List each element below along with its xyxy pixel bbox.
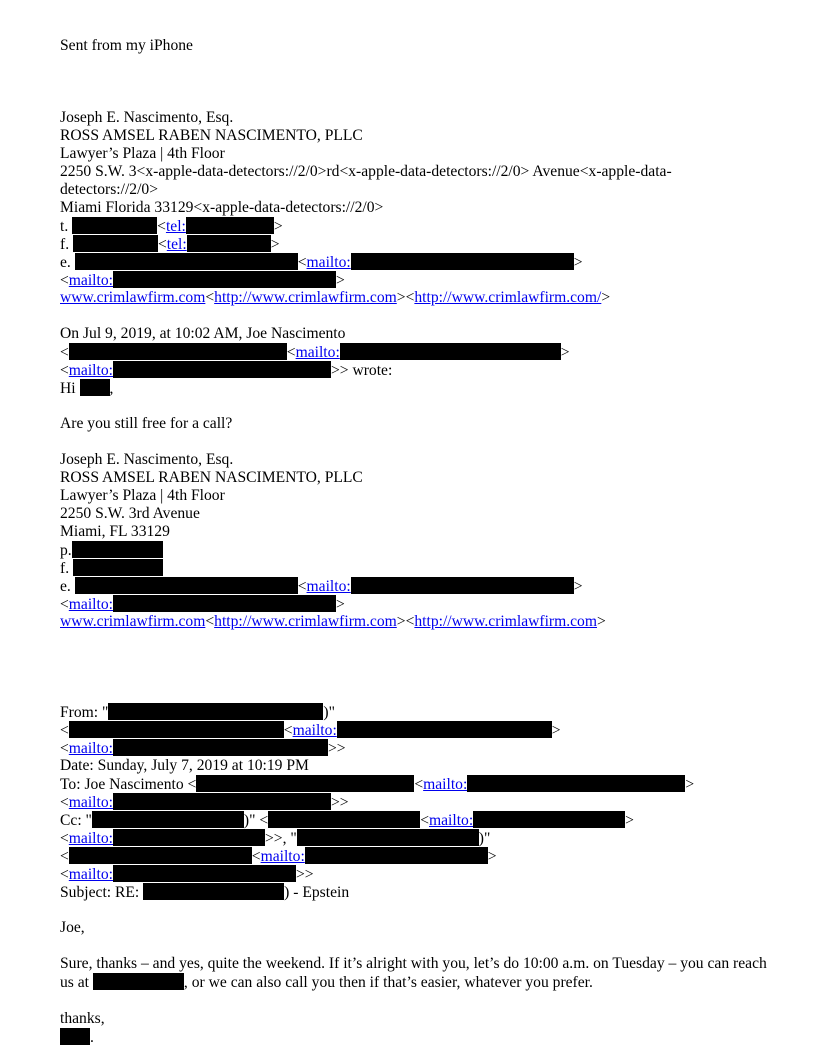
header-from-address-line: < <mailto: >: [60, 722, 561, 739]
sig1-phone-line: t. <tel: >: [60, 218, 283, 235]
header-from-mailto-line: <mailto: >>: [60, 740, 346, 757]
sig1-email-line: e. <mailto: >: [60, 254, 583, 271]
mailto-link[interactable]: mailto:: [306, 254, 351, 271]
website-link[interactable]: www.crimlawfirm.com: [60, 289, 206, 306]
redaction-block: [143, 883, 284, 900]
mailto-link[interactable]: mailto:: [423, 776, 468, 793]
sig2-firm: ROSS AMSEL RABEN NASCIMENTO, PLLC: [60, 469, 363, 486]
sig1-fax-line: f. <tel: >: [60, 236, 280, 253]
sig2-email-line: e. <mailto: >: [60, 578, 583, 595]
redaction-block: [186, 217, 274, 234]
email-document: [60, 37, 780, 1046]
redaction-block: [75, 577, 298, 594]
header-date-line: Date: Sunday, July 7, 2019 at 10:19 PM: [60, 757, 309, 774]
redaction-block: [69, 721, 284, 738]
header-to-line: To: Joe Nascimento < <mailto: >: [60, 776, 695, 793]
header-cc-mailto-line: <mailto: >>, " )": [60, 830, 491, 847]
redaction-block: [80, 379, 110, 396]
redaction-block: [337, 721, 552, 738]
redaction-block: [60, 1028, 90, 1045]
redaction-block: [108, 703, 323, 720]
sig1-name: Joseph E. Nascimento, Esq.: [60, 109, 234, 126]
body-signoff: .: [60, 1028, 780, 1046]
redaction-block: [351, 577, 574, 594]
sig1-office: Lawyer’s Plaza | 4th Floor: [60, 145, 225, 162]
sig1-address-line1: 2250 S.W. 3<x-apple-data-detectors://2/0>rd<x-apple-data-detectors://2/0> Avenue<x-apple-data-: [60, 163, 672, 180]
mailto-link[interactable]: mailto:: [428, 812, 474, 829]
mailto-link[interactable]: mailto:: [68, 866, 113, 883]
redaction-block: [113, 739, 328, 756]
redaction-block: [73, 235, 158, 252]
tel-link[interactable]: tel:: [165, 218, 186, 235]
body-greeting: Joe,: [60, 919, 85, 936]
reply-on-line: On Jul 9, 2019, at 10:02 AM, Joe Nascimento: [60, 325, 346, 342]
redaction-block: [113, 793, 331, 810]
redaction-block: [305, 847, 488, 864]
header-from-line: From: " )": [60, 704, 335, 721]
redaction-block: [297, 829, 479, 846]
redaction-block: [113, 865, 296, 882]
redaction-block: [113, 271, 336, 288]
website-http-link[interactable]: http://www.crimlawfirm.com/: [414, 289, 602, 306]
sig1-mailto-line: <mailto: >: [60, 272, 345, 289]
redaction-block: [92, 811, 244, 828]
redaction-block: [113, 829, 265, 846]
mailto-link[interactable]: mailto:: [68, 596, 113, 613]
mailto-link[interactable]: mailto:: [68, 830, 113, 847]
sig2-website-line: www.crimlawfirm.com<http://www.crimlawfirm.com><http://www.crimlawfirm.com>: [60, 613, 606, 630]
redaction-block: [268, 811, 420, 828]
redaction-block: [340, 343, 561, 360]
sig2-mailto-line: <mailto: >: [60, 596, 345, 613]
mailto-link[interactable]: mailto:: [68, 740, 113, 757]
reply-mailto-line: <mailto: >> wrote:: [60, 362, 393, 379]
sig1-website-line: www.crimlawfirm.com<http://www.crimlawfirm.com><http://www.crimlawfirm.com/>: [60, 289, 611, 306]
reply-address-line: < <mailto: >: [60, 344, 570, 361]
header-cc-line: Cc: " )" < <mailto: >: [60, 812, 634, 829]
redaction-block: [351, 253, 574, 270]
redaction-block: [69, 343, 287, 360]
sig2-street: 2250 S.W. 3rd Avenue: [60, 505, 200, 522]
sig2-name: Joseph E. Nascimento, Esq.: [60, 451, 234, 468]
redaction-block: [72, 217, 157, 234]
website-link[interactable]: www.crimlawfirm.com: [60, 613, 206, 630]
header-subject-line: Subject: RE: ) - Epstein: [60, 884, 350, 901]
redaction-block: [187, 235, 271, 252]
redaction-block: [93, 973, 184, 990]
mailto-link[interactable]: mailto:: [68, 272, 113, 289]
reply-question: Are you still free for a call?: [60, 415, 233, 432]
redaction-block: [113, 595, 336, 612]
redaction-block: [73, 559, 163, 576]
mailto-link[interactable]: mailto:: [292, 722, 337, 739]
mailto-link[interactable]: mailto:: [68, 794, 113, 811]
redaction-block: [196, 775, 414, 792]
header-cc-mailto-line2: <mailto: >>: [60, 866, 314, 883]
sig1-address-line2: detectors://2/0>: [60, 181, 159, 198]
tel-link[interactable]: tel:: [166, 236, 187, 253]
sig2-fax-line: f.: [60, 559, 780, 577]
sig2-office: Lawyer’s Plaza | 4th Floor: [60, 487, 225, 504]
redaction-block: [467, 775, 685, 792]
body-paragraph: Sure, thanks – and yes, quite the weekend. If it’s alright with you, let’s do 10:00 a.m. on Tuesday – you can reach us at , or we can also call you then if that’s easier, whatever you prefer.: [60, 955, 767, 991]
mailto-link[interactable]: mailto:: [306, 578, 351, 595]
sig1-city: Miami Florida 33129<x-apple-data-detectors://2/0>: [60, 199, 384, 216]
sig2-phone-line: p.: [60, 541, 780, 559]
body-thanks: thanks,: [60, 1010, 105, 1027]
mailto-link[interactable]: mailto:: [68, 362, 113, 379]
header-cc-address-line: < <mailto: >: [60, 848, 497, 865]
redaction-block: [72, 541, 163, 558]
redaction-block: [69, 847, 252, 864]
website-http-link[interactable]: http://www.crimlawfirm.com: [214, 289, 397, 306]
mailto-link[interactable]: mailto:: [260, 848, 305, 865]
header-to-mailto-line: <mailto: >>: [60, 794, 349, 811]
reply-greeting: Hi ,: [60, 380, 114, 397]
sig2-city: Miami, FL 33129: [60, 523, 170, 540]
website-http-link[interactable]: http://www.crimlawfirm.com: [214, 613, 397, 630]
sent-from-line: Sent from my iPhone: [60, 37, 193, 54]
redaction-block: [75, 253, 298, 270]
website-http-link[interactable]: http://www.crimlawfirm.com: [414, 613, 597, 630]
sig1-firm: ROSS AMSEL RABEN NASCIMENTO, PLLC: [60, 127, 363, 144]
mailto-link[interactable]: mailto:: [295, 344, 340, 361]
redaction-block: [473, 811, 625, 828]
redaction-block: [113, 361, 331, 378]
